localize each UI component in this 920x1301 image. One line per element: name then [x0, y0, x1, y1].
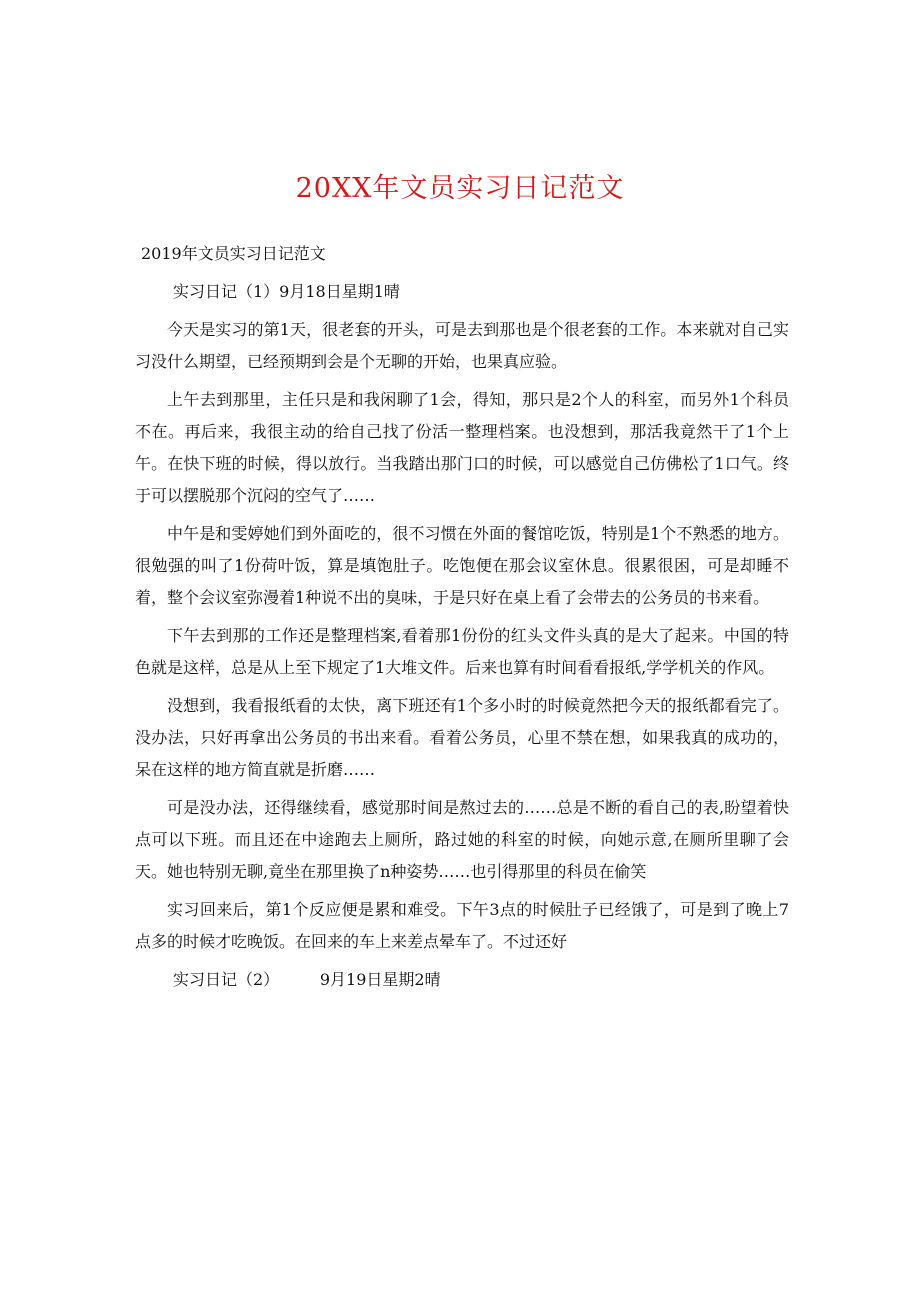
paragraph: 下午去到那的工作还是整理档案,看着那1份份的红头文件头真的是大了起来。中国的特色就是这样，总是从上至下规定了1大堆文件。后来也算有时间看看报纸,学学机关的作风。 — [135, 626, 789, 677]
entry-heading-2: 实习日记（2） 9月19日星期2晴 — [173, 970, 441, 989]
document-title: 20XX年文员实习日记范文 — [295, 173, 625, 204]
paragraph: 可是没办法，还得继续看，感觉那时间是熬过去的……总是不断的看自己的表,盼望着快点可以下班。而且还在中途跑去上厕所，路过她的科室的时候，向她示意,在厕所里聊了会天。她也特别无聊,竟坐在那里换了n种姿势……也引得那里的科员在偷笑 — [135, 798, 789, 881]
paragraph: 上午去到那里，主任只是和我闲聊了1会，得知，那只是2个人的科室，而另外1个科员不在。再后来，我很主动的给自己找了份活一整理档案。也没想到，那活我竟然干了1个上午。在快下班的时候，得以放行。当我踏出那门口的时候，可以感觉自己仿佛松了1口气。终于可以摆脱那个沉闷的空气了…… — [135, 390, 789, 505]
paragraph: 今天是实习的第1天，很老套的开头，可是去到那也是个很老套的工作。本来就对自己实习没什么期望，已经预期到会是个无聊的开始，也果真应验。 — [135, 320, 789, 371]
paragraph: 中午是和雯婷她们到外面吃的，很不习惯在外面的餐馆吃饭，特别是1个不熟悉的地方。很勉强的叫了1份荷叶饭，算是填饱肚子。吃饱便在那会议室休息。很累很困，可是却睡不着，整个会议室弥漫着1种说不出的臭味，于是只好在桌上看了会带去的公务员的书来看。 — [135, 524, 789, 607]
paragraph: 实习回来后，第1个反应便是累和难受。下午3点的时候肚子已经饿了，可是到了晚上7点多的时候才吃晚饭。在回来的车上来差点晕车了。不过还好 — [135, 900, 789, 951]
paragraph: 没想到，我看报纸看的太快，离下班还有1个多小时的时候竟然把今天的报纸都看完了。没办法，只好再拿出公务员的书出来看。看着公务员，心里不禁在想，如果我真的成功的，呆在这样的地方简直就是折磨…… — [135, 696, 789, 779]
document-body — [135, 238, 789, 1002]
entry-heading-1: 实习日记（1）9月18日星期1晴 — [173, 282, 400, 301]
document-subtitle: 2019年文员实习日记范文 — [141, 244, 326, 263]
